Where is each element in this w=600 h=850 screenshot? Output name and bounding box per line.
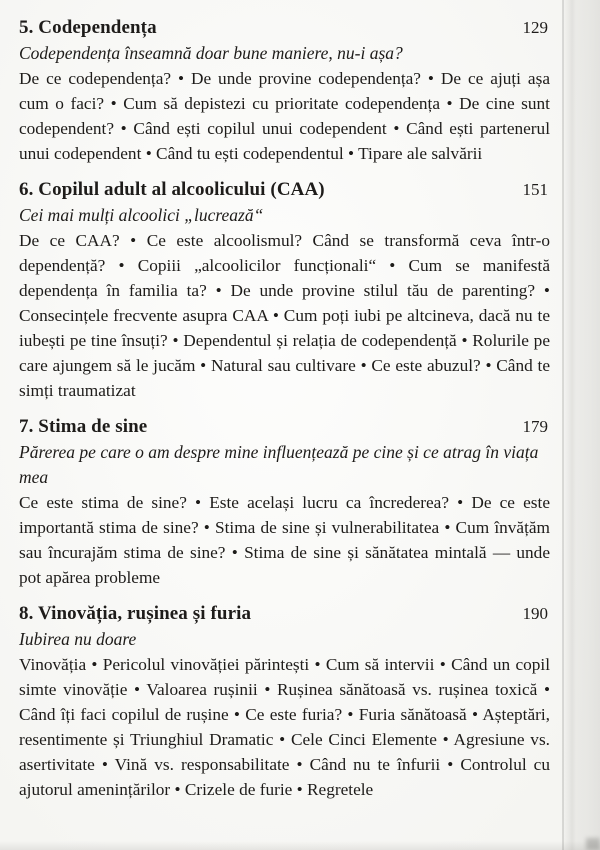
chapter-page-number: 129	[522, 18, 548, 37]
chapter-page-number: 190	[522, 604, 548, 623]
chapter-title: 8. Vinovăția, rușinea și furia	[19, 603, 252, 624]
chapter-subtitle: Codependența înseamnă doar bune maniere, nu-i așa?	[19, 43, 403, 63]
chapter-topics: Vinovăția • Pericolul vinovăției părintești • Cum să intervii • Când un copil simte vinovăție • Valoarea rușinii • Rușinea sănătoasă vs. rușinea toxică • Când îți faci copilul de rușine • Ce este furia? • Furia sănătoasă • Așteptări, resentimente și Triunghiul Dramatic • Cele Cinci Elemente • Agresiune vs. asertivitate • Vină vs. responsabilitate • Când nu te înfurii • Controlul cu ajutorul amenințărilor • Crizele de furie • Regretele	[19, 655, 550, 799]
chapter-subtitle: Părerea pe care o am despre mine influențează pe cine și ce atrag în viața mea	[19, 442, 539, 487]
page-edge-strip	[562, 0, 600, 850]
chapter-topics: De ce CAA? • Ce este alcoolismul? Când se transformă ceva într-o dependență? • Copiii „alcoolicilor funcționali“ • Cum se manifestă dependența în familia ta? • De unde provine stilul tău de parenting? • Consecințele frecvente asupra CAA • Cum poți iubi pe altcineva, dacă nu te iubești pe tine însuți? • Dependentul și relația de codependență • Rolurile pe care ajungem să le jucăm • Natural sau cultivare • Ce este abuzul? • Când te simți traumatizat	[19, 231, 550, 400]
table-of-contents	[19, 15, 550, 813]
chapter-title: 7. Stima de sine	[19, 416, 148, 437]
chapter-title: 6. Copilul adult al alcoolicului (CAA)	[19, 179, 325, 200]
toc-entry-chapter-6	[19, 177, 550, 403]
toc-entry-chapter-8	[19, 601, 550, 802]
chapter-header	[19, 414, 550, 440]
toc-entry-chapter-5	[19, 15, 550, 166]
chapter-title: 5. Codependența	[19, 17, 157, 38]
chapter-topics: Ce este stima de sine? • Este același lucru ca încrederea? • De ce este importantă stima de sine? • Stima de sine și vulnerabilitatea • Cum învățăm sau încurajăm stima de sine? • Stima de sine și sănătatea mintală — unde pot apărea probleme	[19, 493, 550, 587]
chapter-header	[19, 601, 550, 627]
chapter-header	[19, 15, 550, 41]
toc-entry-chapter-7	[19, 414, 550, 590]
corner-smudge	[586, 838, 600, 850]
bottom-scan-shadow	[0, 841, 600, 850]
chapter-page-number: 179	[522, 417, 548, 436]
chapter-topics: De ce codependența? • De unde provine codependența? • De ce ajuți așa cum o faci? • Cum să depistezi cu prioritate codependența • De cine sunt codependent? • Când ești copilul unui codependent • Când ești partenerul unui codependent • Când tu ești codependentul • Tipare ale salvării	[19, 69, 550, 163]
chapter-subtitle: Iubirea nu doare	[19, 629, 137, 649]
chapter-header	[19, 177, 550, 203]
chapter-page-number: 151	[522, 180, 548, 199]
chapter-subtitle: Cei mai mulți alcoolici „lucrează“	[19, 205, 264, 225]
